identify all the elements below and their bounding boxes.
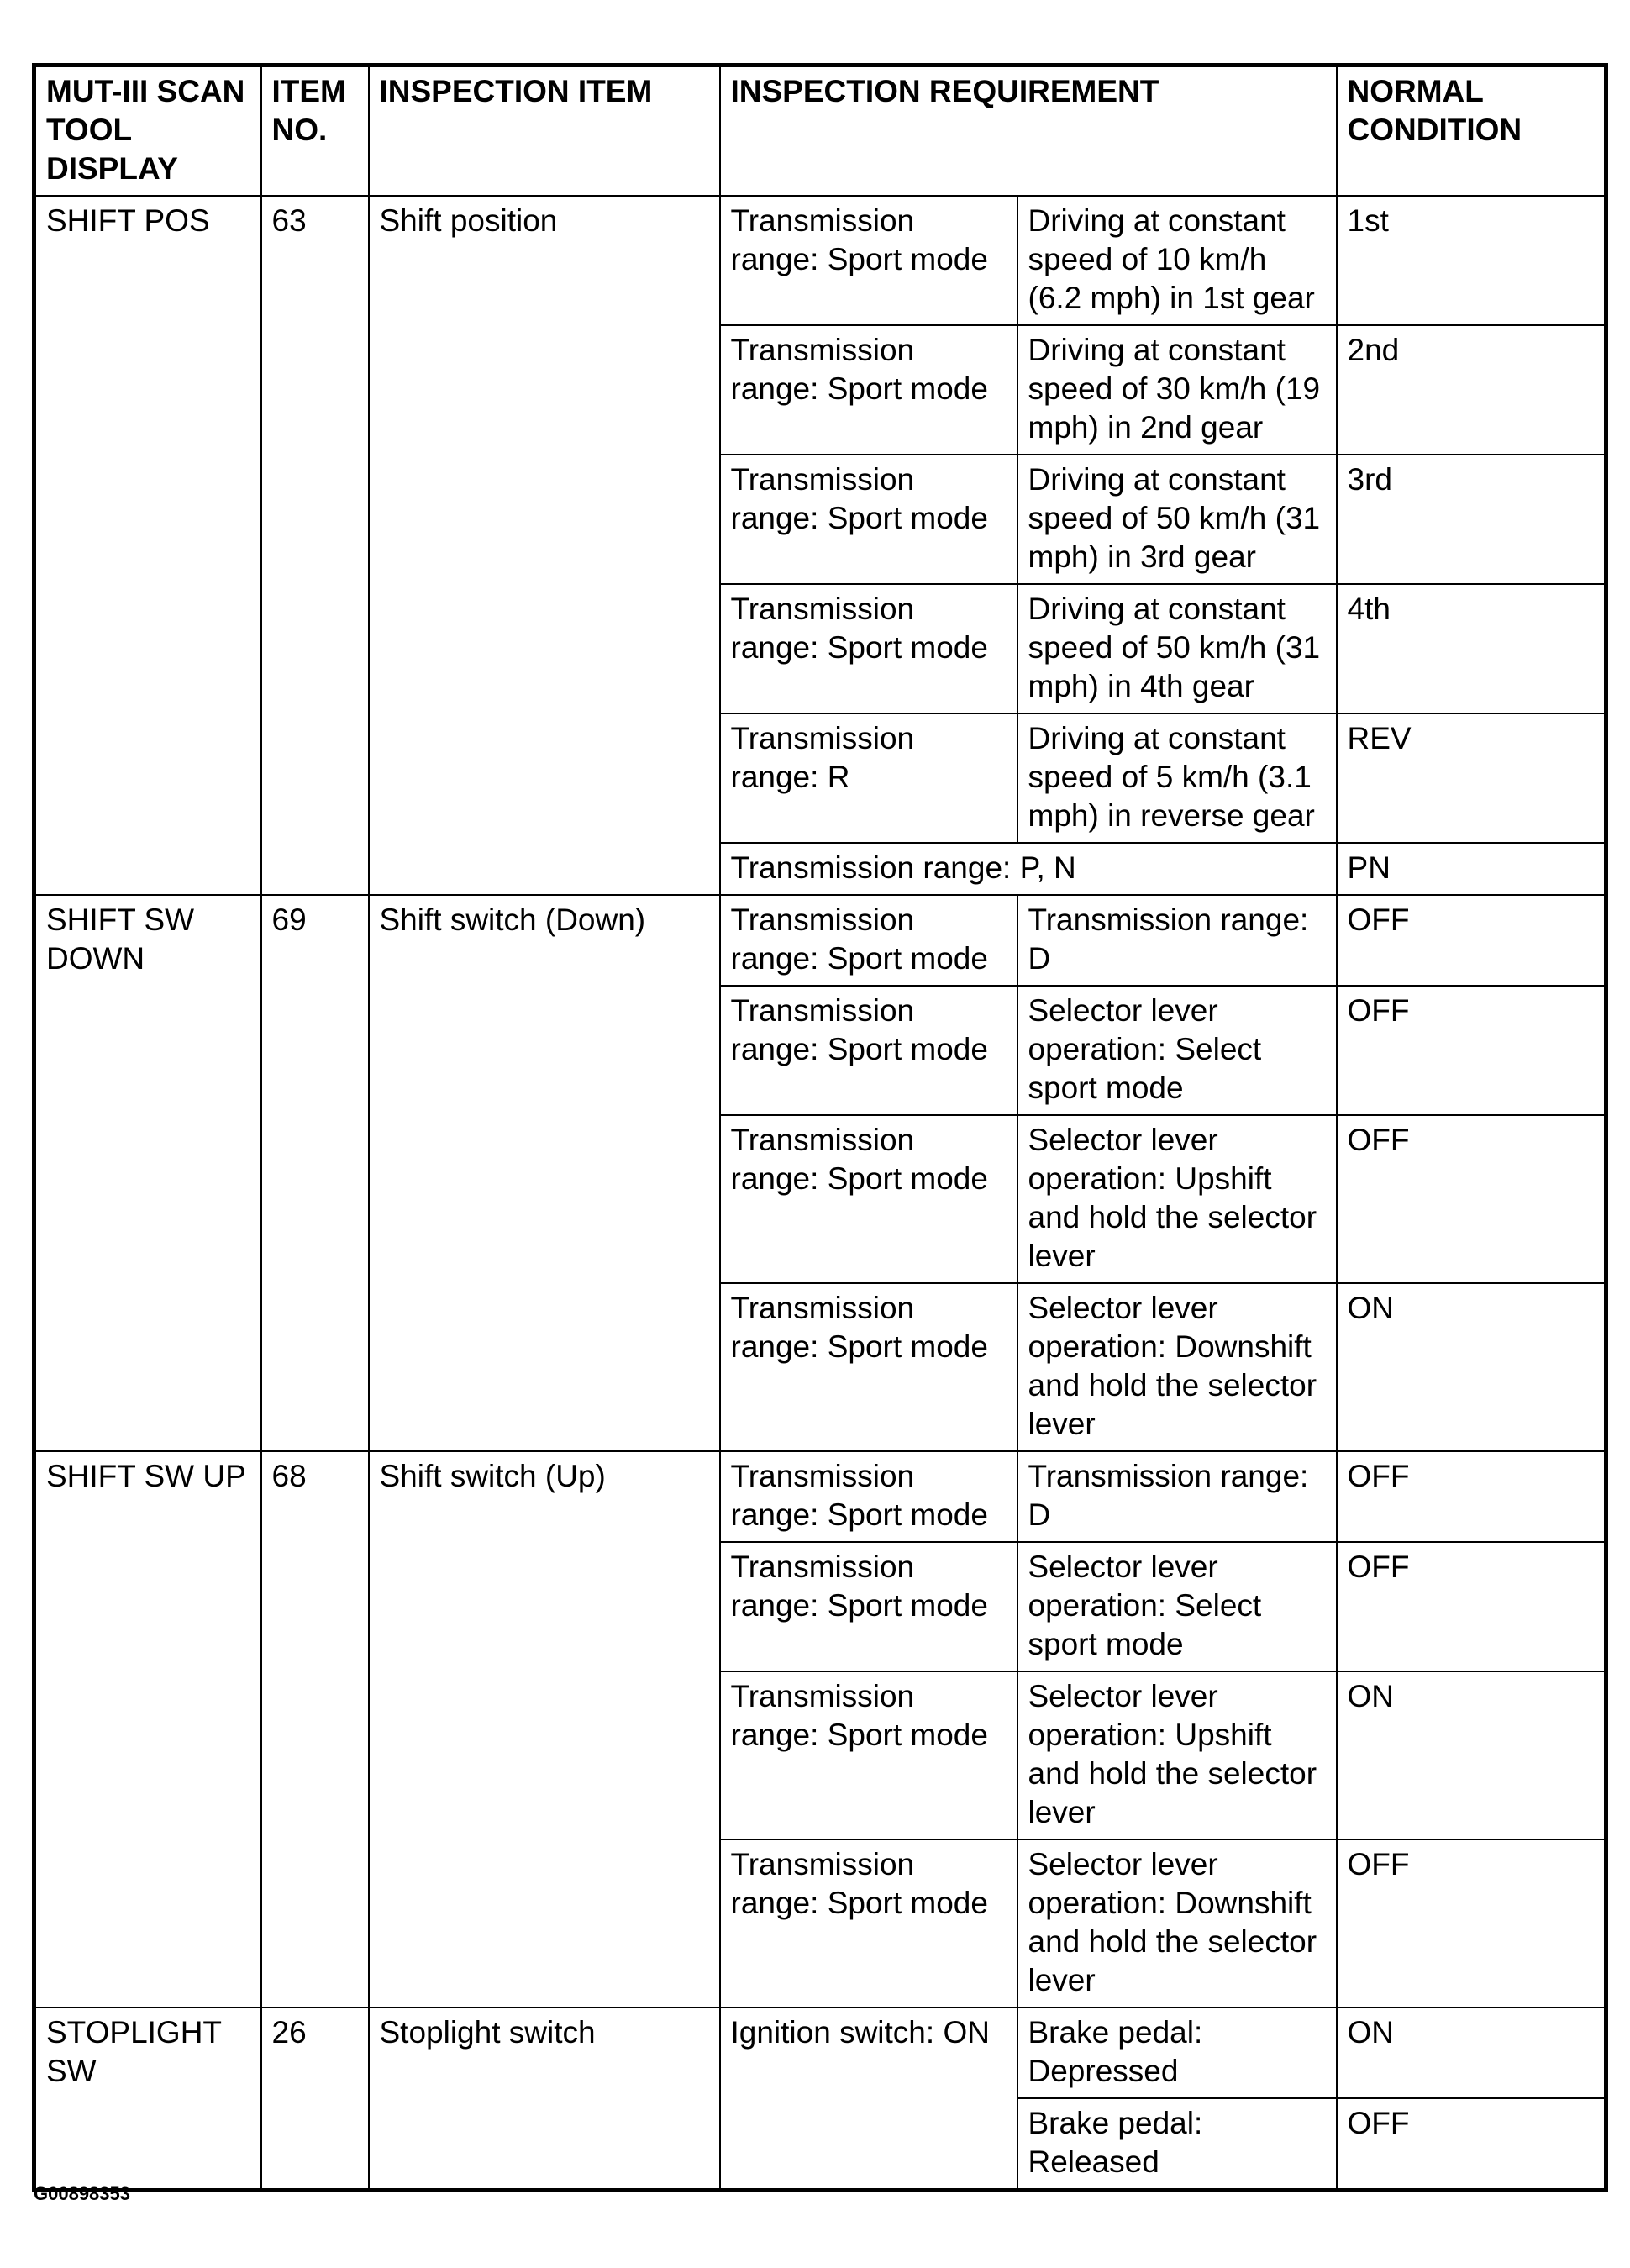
normal-condition-cell: 3rd (1337, 455, 1606, 584)
normal-condition-cell: ON (1337, 2008, 1606, 2098)
header-item-no: ITEM NO. (261, 66, 369, 197)
inspection-table (32, 63, 1608, 2192)
requirement-cell: Transmission range: Sport mode (720, 895, 1017, 986)
requirement-detail-cell: Driving at constant speed of 10 km/h (6.2 mph) in 1st gear (1017, 196, 1337, 325)
header-display: MUT-III SCAN TOOL DISPLAY (34, 66, 261, 197)
requirement-detail-cell: Transmission range: D (1017, 895, 1337, 986)
display-cell: SHIFT SW UP (34, 1451, 261, 2008)
display-cell: STOPLIGHT SW (34, 2008, 261, 2191)
normal-condition-cell: OFF (1337, 986, 1606, 1115)
inspection-item-cell: Stoplight switch (369, 2008, 720, 2191)
requirement-cell: Transmission range: R (720, 713, 1017, 843)
requirement-cell: Ignition switch: ON (720, 2008, 1017, 2191)
requirement-detail-cell: Driving at constant speed of 5 km/h (3.1 mph) in reverse gear (1017, 713, 1337, 843)
normal-condition-cell: ON (1337, 1283, 1606, 1451)
inspection-item-cell: Shift switch (Down) (369, 895, 720, 1451)
item-no-cell: 68 (261, 1451, 369, 2008)
requirement-cell: Transmission range: Sport mode (720, 1542, 1017, 1671)
header-normal-condition: NORMAL CONDITION (1337, 66, 1606, 197)
header-row (34, 66, 1606, 197)
table-row (34, 2008, 1606, 2098)
requirement-detail-cell: Brake pedal: Depressed (1017, 2008, 1337, 2098)
item-no-cell: 26 (261, 2008, 369, 2191)
normal-condition-cell: OFF (1337, 1115, 1606, 1283)
normal-condition-cell: OFF (1337, 1839, 1606, 2008)
normal-condition-cell: OFF (1337, 2098, 1606, 2191)
normal-condition-cell: PN (1337, 843, 1606, 895)
inspection-item-cell: Shift switch (Up) (369, 1451, 720, 2008)
normal-condition-cell: ON (1337, 1671, 1606, 1839)
table-row (34, 196, 1606, 325)
display-cell: SHIFT POS (34, 196, 261, 895)
item-no-cell: 69 (261, 895, 369, 1451)
requirement-cell: Transmission range: Sport mode (720, 196, 1017, 325)
normal-condition-cell: OFF (1337, 895, 1606, 986)
requirement-cell: Transmission range: Sport mode (720, 1283, 1017, 1451)
requirement-detail-cell: Transmission range: D (1017, 1451, 1337, 1542)
requirement-cell: Transmission range: Sport mode (720, 1671, 1017, 1839)
item-no-cell: 63 (261, 196, 369, 895)
requirement-detail-cell: Driving at constant speed of 50 km/h (31 mph) in 3rd gear (1017, 455, 1337, 584)
requirement-cell: Transmission range: Sport mode (720, 986, 1017, 1115)
normal-condition-cell: 1st (1337, 196, 1606, 325)
table-row (34, 1451, 1606, 1542)
requirement-detail-cell: Selector lever operation: Downshift and hold the selector lever (1017, 1839, 1337, 2008)
display-cell: SHIFT SW DOWN (34, 895, 261, 1451)
table-row (34, 895, 1606, 986)
normal-condition-cell: OFF (1337, 1542, 1606, 1671)
figure-code: G00898353 (34, 2183, 130, 2204)
normal-condition-cell: OFF (1337, 1451, 1606, 1542)
inspection-item-cell: Shift position (369, 196, 720, 895)
requirement-cell: Transmission range: Sport mode (720, 455, 1017, 584)
requirement-detail-cell: Driving at constant speed of 30 km/h (19 mph) in 2nd gear (1017, 325, 1337, 455)
requirement-detail-cell: Selector lever operation: Upshift and hold the selector lever (1017, 1115, 1337, 1283)
requirement-cell: Transmission range: P, N (720, 843, 1337, 895)
requirement-cell: Transmission range: Sport mode (720, 1451, 1017, 1542)
requirement-detail-cell: Selector lever operation: Upshift and hold the selector lever (1017, 1671, 1337, 1839)
header-requirement: INSPECTION REQUIREMENT (720, 66, 1337, 197)
normal-condition-cell: 2nd (1337, 325, 1606, 455)
requirement-detail-cell: Driving at constant speed of 50 km/h (31 mph) in 4th gear (1017, 584, 1337, 713)
requirement-cell: Transmission range: Sport mode (720, 1115, 1017, 1283)
normal-condition-cell: 4th (1337, 584, 1606, 713)
requirement-detail-cell: Selector lever operation: Downshift and hold the selector lever (1017, 1283, 1337, 1451)
requirement-cell: Transmission range: Sport mode (720, 584, 1017, 713)
requirement-detail-cell: Brake pedal: Released (1017, 2098, 1337, 2191)
requirement-cell: Transmission range: Sport mode (720, 325, 1017, 455)
normal-condition-cell: REV (1337, 713, 1606, 843)
requirement-cell: Transmission range: Sport mode (720, 1839, 1017, 2008)
requirement-detail-cell: Selector lever operation: Select sport mode (1017, 986, 1337, 1115)
header-inspection-item: INSPECTION ITEM (369, 66, 720, 197)
requirement-detail-cell: Selector lever operation: Select sport mode (1017, 1542, 1337, 1671)
